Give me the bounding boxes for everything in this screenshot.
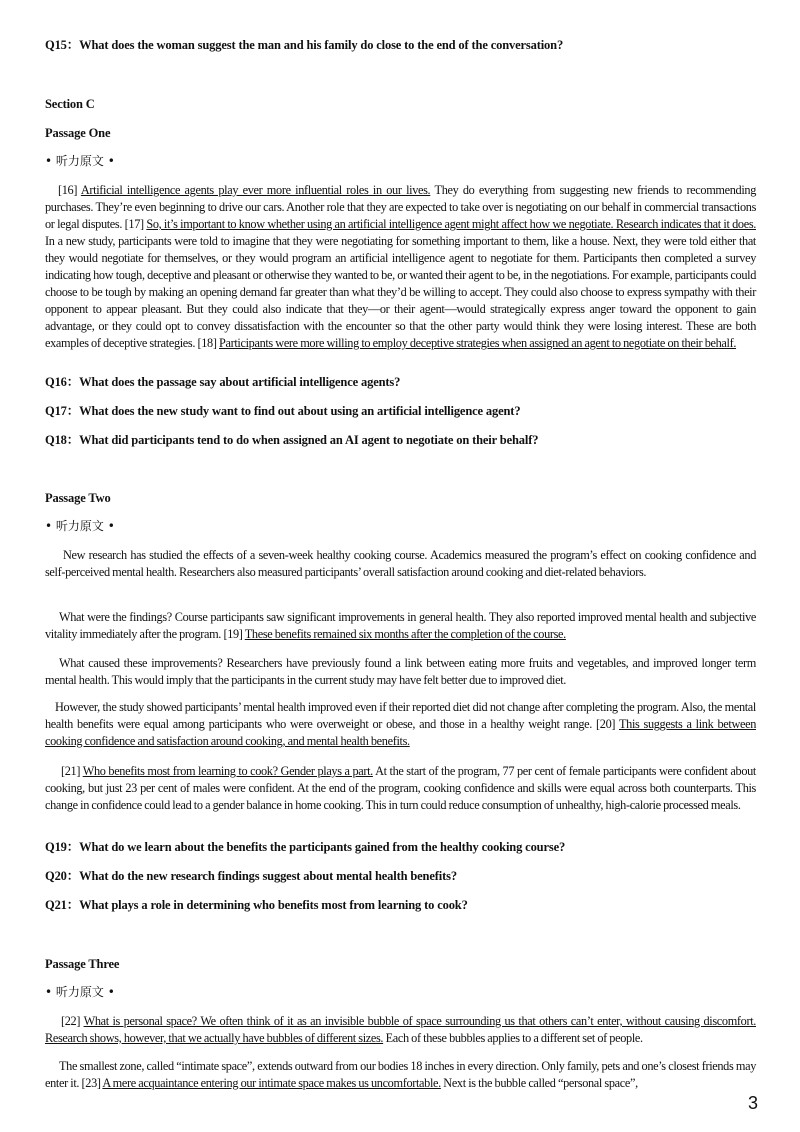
passage-three-title: Passage Three [45, 957, 120, 971]
answer-underline: Who benefits most from learning to cook? Gender plays a part. [82, 764, 373, 778]
passage-one-title: Passage One [45, 126, 111, 140]
passage-two-paragraph-2: What were the findings? Course participants saw significant improvements in general health. They also reported improved mental health and subjective vitality immediately after the program. [19] These benefits remained six months after the completion of the course. [45, 610, 756, 641]
passage-two-title: Passage Two [45, 491, 111, 505]
question-17: Q17：What does the new study want to find out about using an artificial intelligence agent? [45, 404, 521, 418]
question-18: Q18：What did participants tend to do when assigned an AI agent to negotiate on their behalf? [45, 433, 539, 447]
passage-two-paragraph-4: However, the study showed participants’ mental health improved even if their reported diet did not change after completing the program. Also, the mental health benefits were equal among participants who were overweight or obese, and those in a healthy weight range. [20] This suggests a link between cooking confidence and satisfaction around cooking, and mental health benefits. [45, 700, 757, 748]
section-heading: Section C [45, 97, 95, 111]
question-16: Q16：What does the passage say about artificial intelligence agents? [45, 375, 401, 389]
answer-underline: Participants were more willing to employ deceptive strategies when assigned an agent to negotiate on their behalf. [219, 336, 737, 350]
question-20: Q20：What do the new research findings suggest about mental health benefits? [45, 869, 457, 883]
passage-three-paragraph-2: The smallest zone, called “intimate space”, extends outward from our bodies 18 inches in every direction. Only family, pets and one’s closest friends may enter it. [23] A mere acquaintance entering our intimate space makes us uncomfortable. Next is the bubble called “personal space”, [45, 1059, 756, 1090]
answer-underline: What is personal space? We often think of it as an invisible bubble of space surrounding us that others can’t enter, without causing discomfort. Research shows, however, that we actually have bubbles of different sizes. [45, 1014, 756, 1045]
answer-underline: This suggests a link between cooking confidence and satisfaction around cooking, and mental health benefits. [45, 717, 757, 748]
answer-underline: These benefits remained six months after the completion of the course. [244, 627, 566, 641]
answer-underline: A mere acquaintance entering our intimate space makes us uncomfortable. [102, 1076, 441, 1090]
question-21: Q21：What plays a role in determining who benefits most from learning to cook? [45, 898, 468, 912]
transcript-label: • 听力原文 • [45, 519, 115, 533]
passage-two-paragraph-5: [21] Who benefits most from learning to cook? Gender plays a part. At the start of the program, 77 per cent of female participants were confident about cooking, but just 23 per cent of males were confident. At the end of the program, cooking confidence and skills were equal across both counterparts. This change in confidence could lead to a gender balance in home cooking. This in turn could reduce consumption of unhealthy, high-calorie processed meals. [45, 764, 756, 812]
transcript-label: • 听力原文 • [45, 985, 115, 999]
passage-two-paragraph-3: What caused these improvements? Researchers have previously found a link between eating more fruits and vegetables, and improved longer term mental health. This would imply that the participants in the current study may have felt better due to improved diet. [45, 656, 756, 687]
answer-underline: Artificial intelligence agents play ever more influential roles in our lives. [80, 183, 431, 197]
transcript-label: • 听力原文 • [45, 154, 115, 168]
answer-underline: So, it’s important to know whether using an artificial intelligence agent might affect how we negotiate. Research indicates that it does. [146, 217, 756, 231]
question-15: Q15：What does the woman suggest the man and his family do close to the end of the conversation? [45, 38, 564, 52]
passage-two-paragraph-1: New research has studied the effects of a seven-week healthy cooking course. Academics measured the program’s effect on cooking confidence and self-perceived mental health. Researchers also measured participants’ overall satisfaction around cooking and diet-related behaviors. [45, 548, 756, 579]
passage-one-paragraph: [16] Artificial intelligence agents play ever more influential roles in our lives. They do everything from suggesting new friends to recommending purchases. They’re even beginning to drive our cars. Another role that they are expected to take over is negotiating on our behalf in commercial transactions or legal disputes. [17] So, it’s important to know whether using an artificial intelligence agent might affect how we negotiate. Research indicates that it does. In a new study, participants were told to imagine that they were negotiating for something important to them, like a house. Next, they were told either that they would negotiate for themselves, or they would program an artificial intelligence agent to negotiate for them. Participants then completed a survey indicating how tough, deceptive and pleasant or otherwise they wanted to be, or wanted their agent to be, in the negotiations. For example, participants could choose to be tough by making an opening demand far greater than what they’d be willing to accept. They could also choose to express sympathy with their opponent to appear pleasant. But they could also indicate that they—or their agent—would strategically express anger toward the opponent to gain advantage, or they could opt to convey dissatisfaction with the encounter so that the other party would think they were losing interest. These are both examples of deceptive strategies. [18] Participants were more willing to employ deceptive strategies when assigned an agent to negotiate on their behalf. [45, 183, 756, 350]
passage-three-paragraph-1: [22] What is personal space? We often think of it as an invisible bubble of space surrounding us that others can’t enter, without causing discomfort. Research shows, however, that we actually have bubbles of different sizes. Each of these bubbles applies to a different set of people. [45, 1014, 756, 1045]
page-number: 3 [748, 1093, 759, 1113]
question-19: Q19：What do we learn about the benefits the participants gained from the healthy cooking course? [45, 840, 566, 854]
